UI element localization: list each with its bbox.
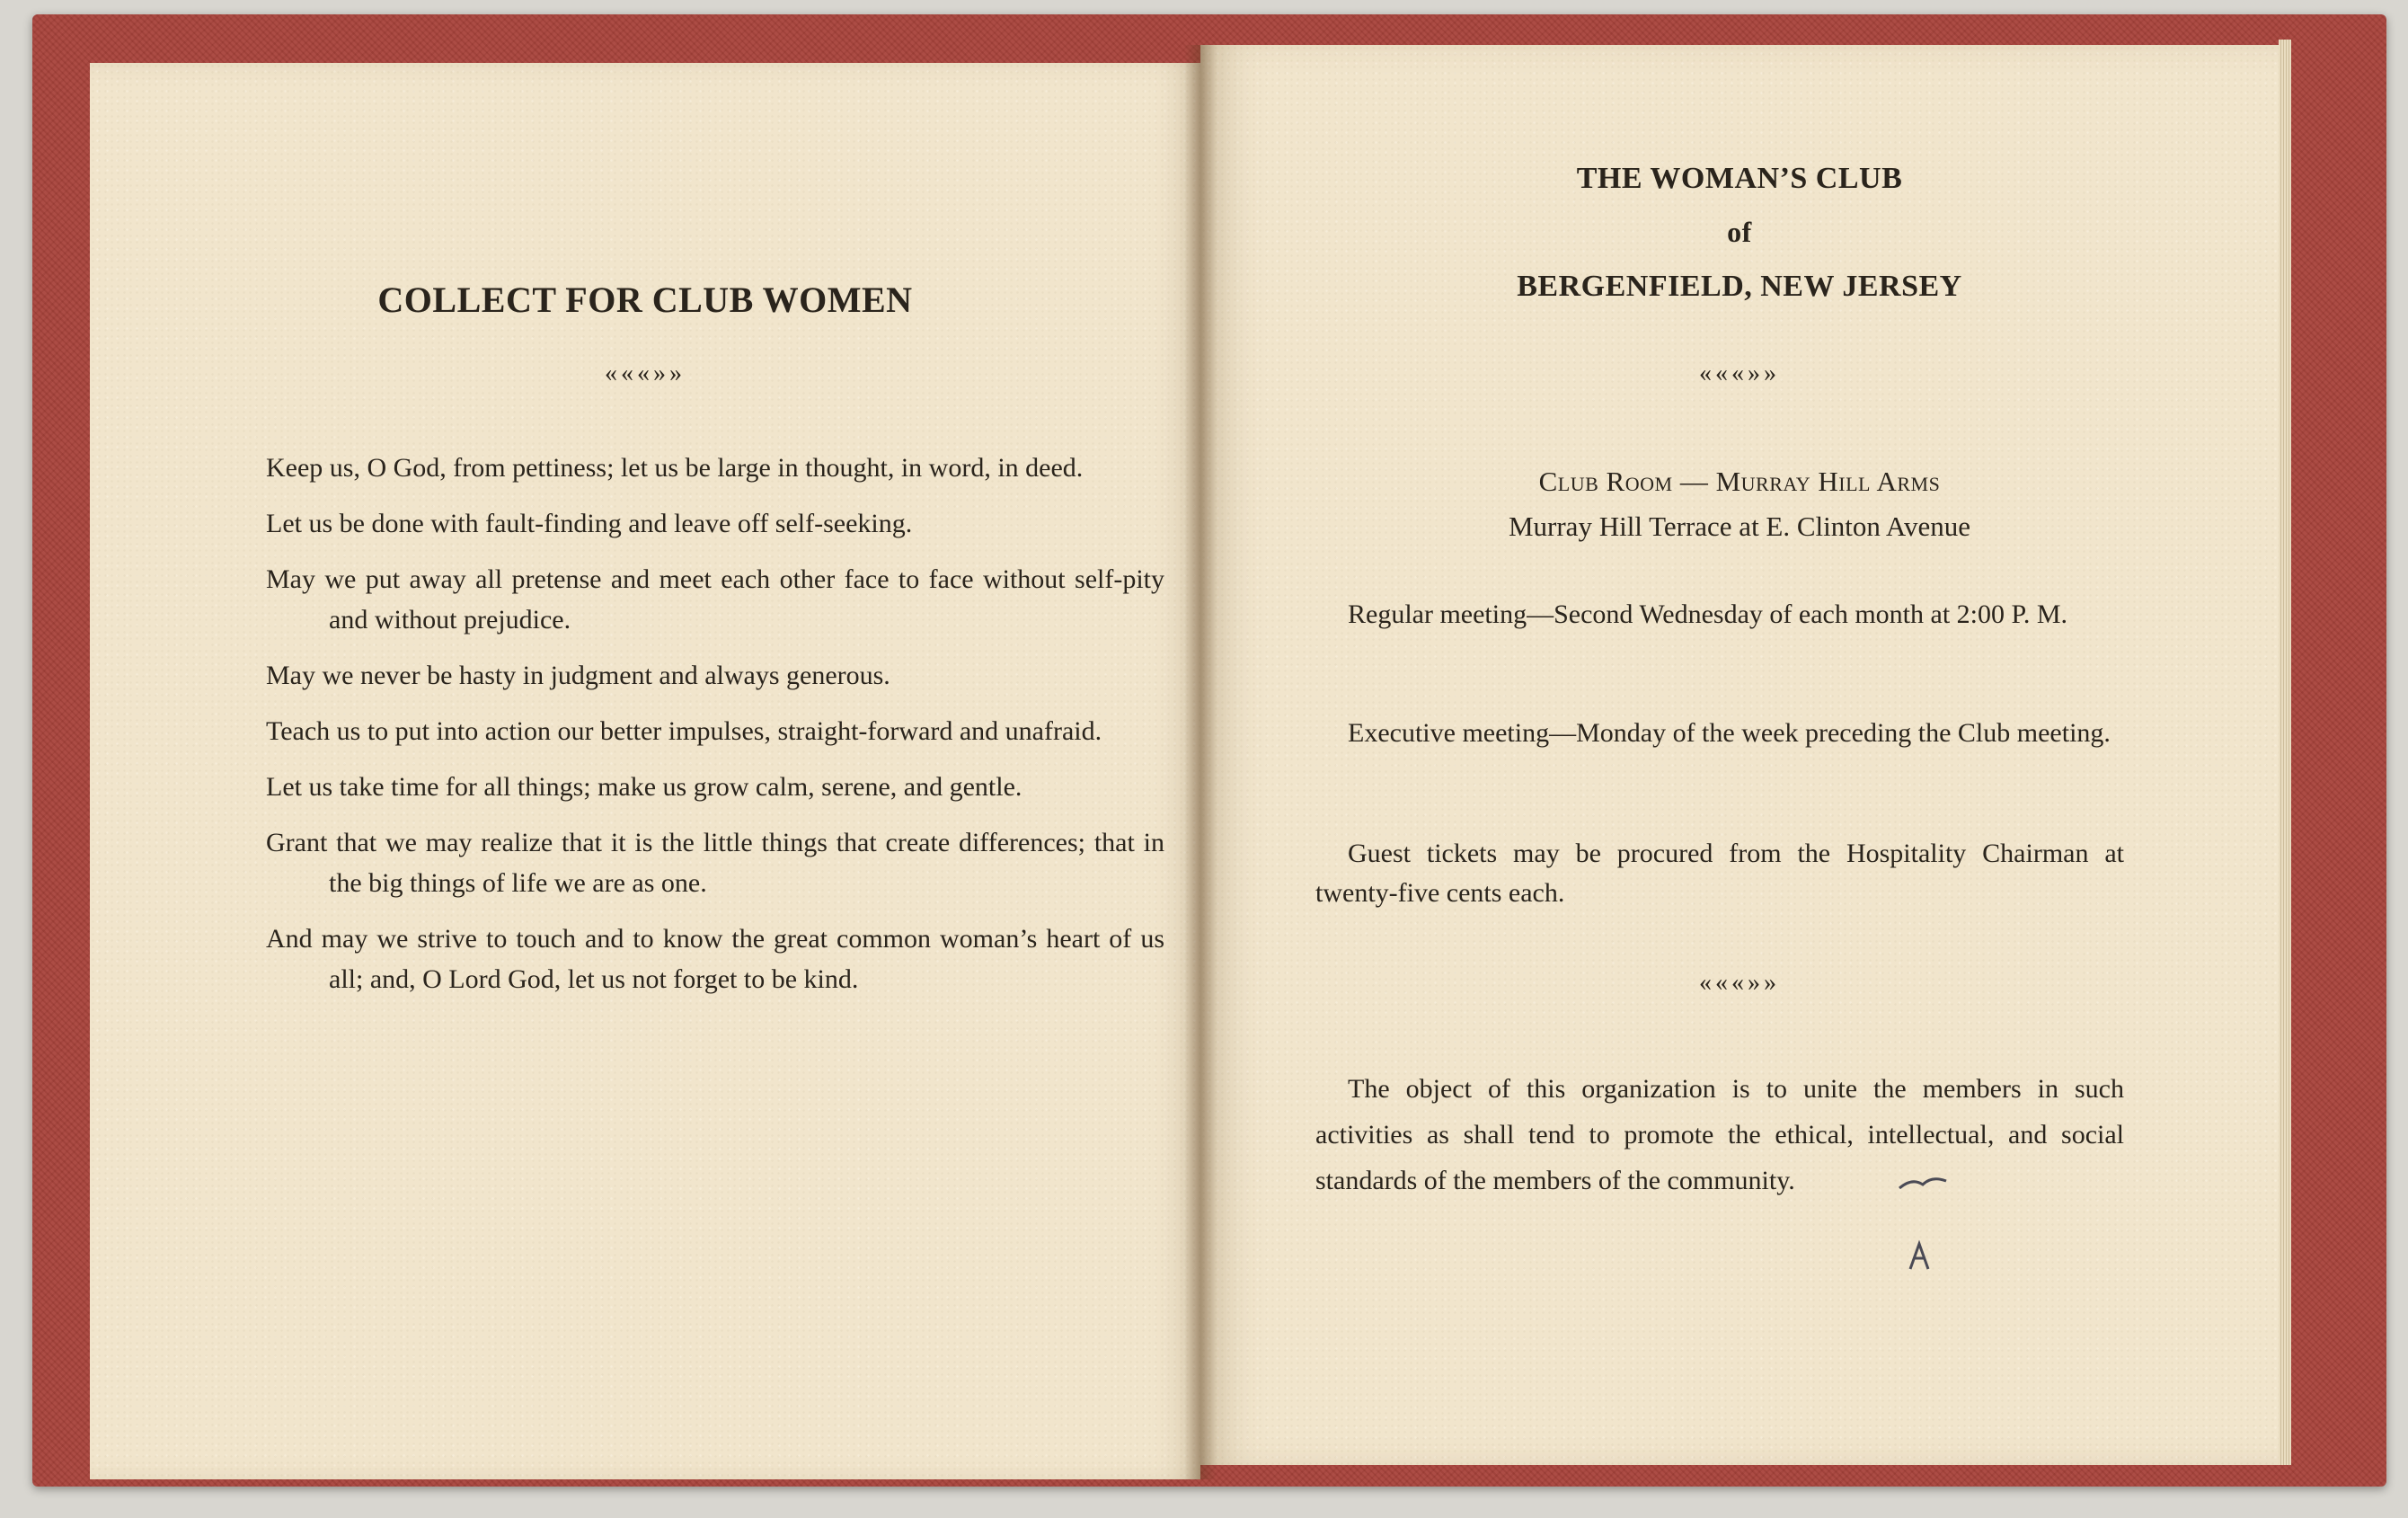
right-page [1200, 45, 2279, 1465]
prayer-paragraph: May we put away all pretense and meet each other face to face without self-pity and without prejudice. [266, 564, 1164, 635]
prayer-paragraph: May we never be hasty in judgment and always generous. [266, 661, 890, 690]
prayer-paragraph: Teach us to put into action our better impulses, straight-forward and unafraid. [266, 716, 1102, 746]
club-objective-paragraph: The object of this organization is to unite the members in such activities as shall tend to promote the ethical, intellectual, and social standards of the members of the community. [1315, 1074, 2124, 1195]
page-fore-edge [2279, 40, 2291, 1465]
prayer-paragraph: Let us be done with fault-finding and leave off self-seeking. [266, 509, 913, 538]
ornament-divider: «««»» [1699, 360, 1780, 387]
ornament-divider: «««»» [605, 360, 686, 387]
club-address-line: Murray Hill Terrace at E. Clinton Avenue [1508, 510, 1971, 542]
prayer-paragraph: Let us take time for all things; make us grow calm, serene, and gentle. [266, 772, 1023, 802]
prayer-paragraph: And may we strive to touch and to know the great common woman’s heart of us all; and, O Lord God, let us not forget to be kind. [266, 924, 1164, 994]
collect-prayer [266, 448, 1164, 1015]
club-room-line: Club Room — Murray Hill Arms [1538, 466, 1941, 497]
prayer-paragraph: Grant that we may realize that it is the little things that create differences; that in the big things of life we are as one. [266, 828, 1164, 898]
guest-tickets-info: Guest tickets may be procured from the Hospitality Chairman at twenty-five cents each. [1315, 839, 2124, 908]
regular-meeting-info: Regular meeting—Second Wednesday of each month at 2:00 P. M. [1348, 599, 2068, 629]
club-name-heading: THE WOMAN’S CLUB [1576, 162, 1903, 195]
ornament-divider: «««»» [1699, 969, 1780, 997]
pencil-correction-mark [1892, 1168, 1955, 1276]
book-spine-gutter [1184, 45, 1217, 1479]
heading-connector: of [1727, 216, 1752, 248]
executive-meeting-info: Executive meeting—Monday of the week preceding the Club meeting. [1348, 718, 2111, 748]
prayer-paragraph: Keep us, O God, from pettiness; let us be large in thought, in word, in deed. [266, 453, 1084, 483]
club-location-heading: BERGENFIELD, NEW JERSEY [1517, 270, 1962, 303]
left-page-title: COLLECT FOR CLUB WOMEN [377, 280, 913, 320]
left-page [90, 63, 1200, 1479]
